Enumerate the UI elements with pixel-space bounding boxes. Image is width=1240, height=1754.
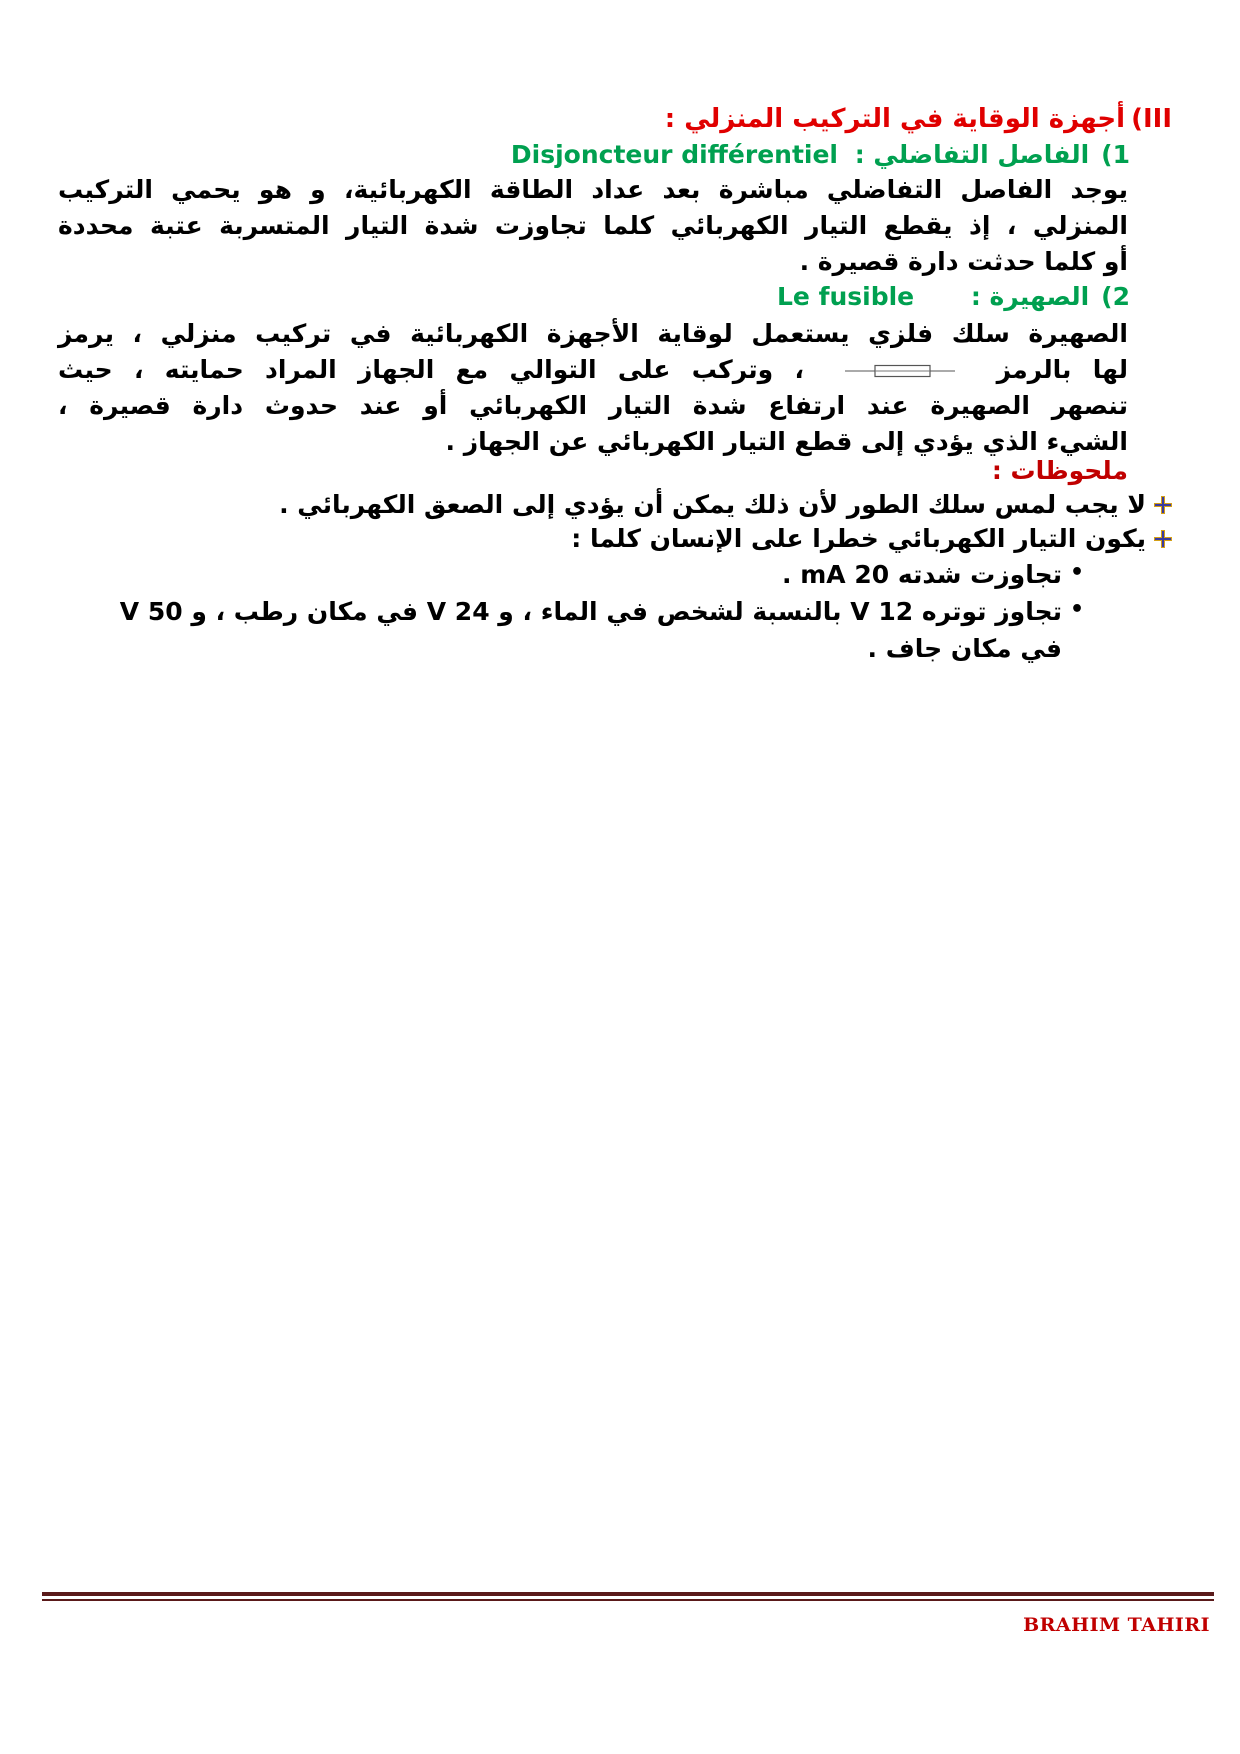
heading-roman: III) (1131, 104, 1172, 134)
note-subitem-continuation: في مكان جاف . (867, 634, 1062, 663)
subsection-2-title-fr: Le fusible (776, 282, 915, 311)
notes-title: ملحوظات : (991, 456, 1128, 485)
bullet-dot-icon: • (1069, 560, 1084, 585)
fuse-symbol-icon (845, 364, 955, 378)
subsection-1-title-ar: الفاصل التفاضلي : (854, 140, 1090, 169)
note-item: يكون التيار الكهربائي خطرا على الإنسان كلما : (571, 524, 1146, 553)
subsection-1-number: 1) (1101, 140, 1130, 169)
note-subitem: تجاوز توتره 12 V بالنسبة لشخص في الماء ، و 24 V في مكان رطب ، و 50 V (119, 597, 1062, 626)
subsection-1-title (511, 140, 1130, 169)
footer-author: BRAHIM TAHIRI (1023, 1614, 1210, 1636)
note-subitem: تجاوزت شدته 20 mA . (782, 560, 1062, 589)
subsection-2-title (777, 282, 1130, 311)
bullet-dot-icon: • (1069, 597, 1084, 622)
paragraph-line: أو كلما حدثت دارة قصيرة . (799, 247, 1128, 276)
subsection-2-title-ar: الصهيرة : (970, 282, 1090, 311)
paragraph-line: الشيء الذي يؤدي إلى قطع التيار الكهربائي عن الجهاز . (445, 427, 1128, 456)
heading-title: أجهزة الوقاية في التركيب المنزلي : (664, 104, 1126, 134)
paragraph-line: يوجد الفاصل التفاضلي مباشرة بعد عداد الطاقة الكهربائية، و هو يحمي التركيب (58, 175, 1128, 204)
subsection-2-number: 2) (1101, 282, 1130, 311)
section-heading (665, 104, 1172, 134)
paragraph-line: تنصهر الصهيرة عند ارتفاع شدة التيار الكهربائي أو عند حدوث دارة قصيرة ، (58, 391, 1128, 420)
subsection-1-paragraph (58, 172, 1128, 280)
subsection-2-paragraph (58, 316, 1128, 460)
paragraph-fragment: لها بالرمز (996, 355, 1128, 384)
footer-rule-thin (42, 1599, 1214, 1601)
paragraph-fragment: ، وتركب على التوالي مع الجهاز المراد حمايته ، حيث (58, 355, 805, 384)
plus-bullet-icon (1152, 528, 1174, 550)
footer-rule-thick (42, 1592, 1214, 1596)
subsection-1-title-fr: Disjoncteur différentiel (510, 140, 839, 169)
note-item: لا يجب لمس سلك الطور لأن ذلك يمكن أن يؤدي إلى الصعق الكهربائي . (279, 490, 1146, 519)
paragraph-line: المنزلي ، إذ يقطع التيار الكهربائي كلما تجاوزت شدة التيار المتسربة عتبة محددة (58, 211, 1128, 240)
paragraph-line: الصهيرة سلك فلزي يستعمل لوقاية الأجهزة الكهربائية في تركيب منزلي ، يرمز (58, 319, 1128, 348)
paragraph-line-with-symbol (58, 352, 1128, 388)
plus-bullet-icon (1152, 494, 1174, 516)
